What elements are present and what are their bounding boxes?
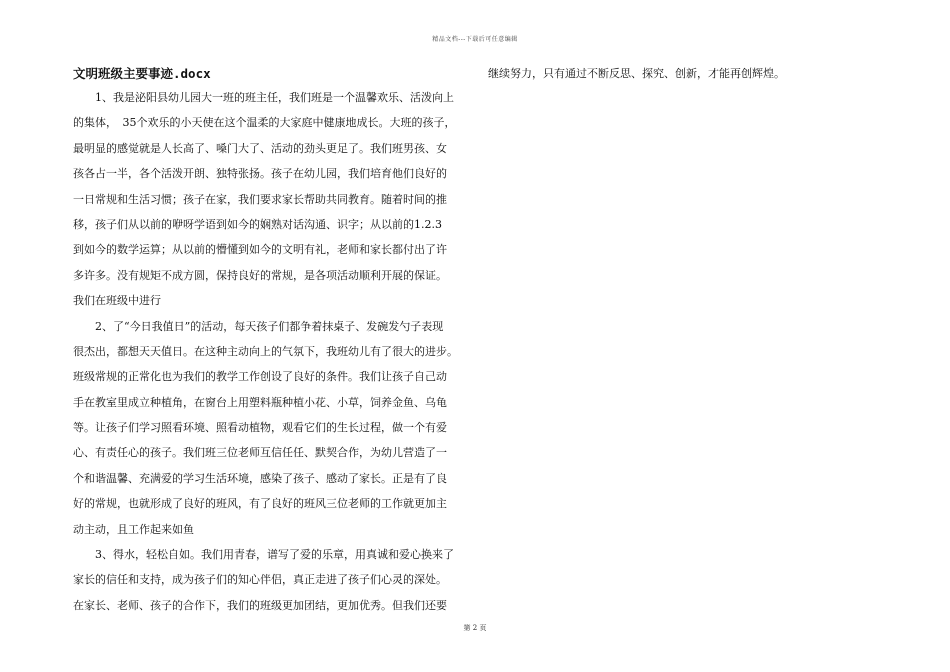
header-note: 精品文档---下载后可任意编辑 bbox=[432, 36, 518, 43]
text-line: 孩各占一半，各个活泼开朗、独特张扬。孩子在幼儿园，我们培育他们良好的 bbox=[73, 167, 447, 181]
text-line: 心、有责任心的孩子。我们班三位老师互信任任、默契合作，为幼儿营造了一 bbox=[73, 446, 447, 460]
text-line: 班级常规的正常化也为我们的教学工作创设了良好的条件。我们让孩子自己动 bbox=[73, 370, 447, 384]
text-line: 多许多。没有规矩不成方圆，保持良好的常规，是各项活动顺利开展的保证。 bbox=[73, 268, 447, 282]
text-line: 在家长、老师、孩子的合作下，我们的班级更加团结，更加优秀。但我们还要 bbox=[73, 598, 447, 612]
text-line: 移，孩子们从以前的咿呀学语到如今的娴熟对话沟通、识字；从以前的1.2.3 bbox=[73, 217, 442, 231]
text-line: 很杰出，都想天天值日。在这种主动向上的气氛下，我班幼儿有了很大的进步。 bbox=[73, 344, 458, 358]
document-title: 文明班级主要事迹.docx bbox=[73, 66, 211, 81]
text-line: 好的常规，也就形成了良好的班风，有了良好的班风三位老师的工作就更加主 bbox=[73, 497, 447, 511]
text-line: 1、我是泌阳县幼儿园大一班的班主任，我们班是一个温馨欢乐、活泼向上 bbox=[95, 91, 454, 104]
text-line: 继续努力，只有通过不断反思、探究、创新，才能再创辉煌。 bbox=[488, 67, 785, 80]
text-line: 最明显的感觉就是人长高了、嗓门大了、活动的劲头更足了。我们班男孩、女 bbox=[73, 141, 447, 155]
text-line: 2、了“今日我值日”的活动，每天孩子们都争着抹桌子、发碗发勺子表现 bbox=[95, 319, 444, 333]
text-line: 动主动，且工作起来如鱼 bbox=[73, 522, 194, 536]
text-line: 的集体， 35个欢乐的小天使在这个温柔的大家庭中健康地成长。大班的孩子， bbox=[73, 116, 456, 130]
text-line: 一日常规和生活习惯；孩子在家，我们要求家长帮助共同教育。随着时间的推 bbox=[73, 192, 447, 206]
text-line: 3、得水，轻松自如。我们用青春，谱写了爱的乐章，用真诚和爱心换来了 bbox=[95, 548, 454, 562]
text-line: 个和谐温馨、充满爱的学习生活环境，感染了孩子、感动了家长。正是有了良 bbox=[73, 471, 447, 485]
text-line: 等。让孩子们学习照看环境、照看动植物，观看它们的生长过程，做一个有爱 bbox=[73, 421, 447, 435]
text-line: 到如今的数学运算；从以前的懵懂到如今的文明有礼，老师和家长都付出了许 bbox=[73, 243, 447, 257]
page-number: 第 2 页 bbox=[463, 624, 487, 632]
text-line: 家长的信任和支持，成为孩子们的知心伴侣，真正走进了孩子们心灵的深处。 bbox=[73, 573, 447, 587]
left-column bbox=[73, 63, 468, 618]
text-line: 手在教室里成立种植角，在窗台上用塑料瓶种植小花、小草，饲养金鱼、乌龟 bbox=[73, 395, 447, 409]
right-column bbox=[488, 63, 883, 85]
text-line: 我们在班级中进行 bbox=[73, 294, 161, 308]
right-column-body bbox=[488, 63, 883, 85]
left-column-body bbox=[73, 85, 468, 618]
